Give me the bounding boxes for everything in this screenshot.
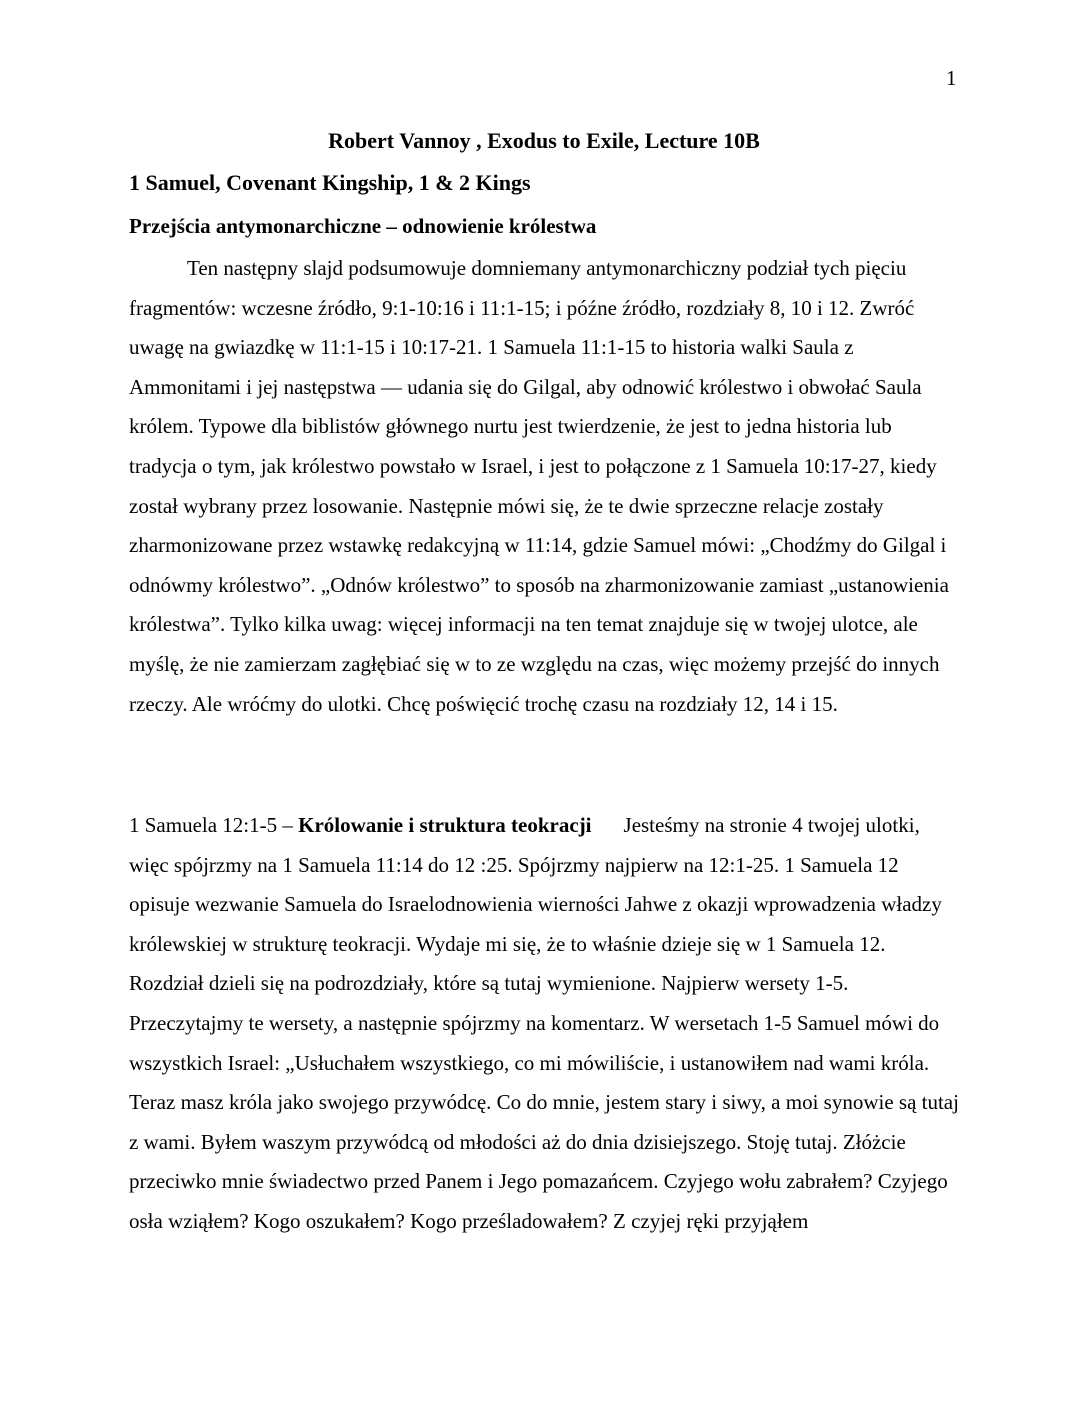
page-number: 1: [946, 66, 957, 90]
body-paragraph-1: Ten następny slajd podsumowuje domniemany antymonarchiczny podział tych pięciu fragmentów: wczesne źródło, 9:1-10:16 i 11:1-15; i późne źródło, rozdziały 8, 10 i 12. Zwróć uwagę na gwiazdkę w 11:1-15 i 10:17-21. 1 Samuela 11:1-15 to historia walki Saula z Ammonitami i jej następstwa — udania się do Gilgal, aby odnowić królestwo i obwołać Saula królem. Typowe dla biblistów głównego nurtu jest twierdzenie, że jest to jedna historia lub tradycja o tym, jak królestwo powstało w Israel, i jest to połączone z 1 Samuela 10:17-27, kiedy został wybrany przez losowanie. Następnie mówi się, że te dwie sprzeczne relacje zostały zharmonizowane przez wstawkę redakcyjną w 11:14, gdzie Samuel mówi: „Chodźmy do Gilgal i odnówmy królestwo”. „Odnów królestwo” to sposób na zharmonizowanie zamiast „ustanowienia królestwa”. Tylko kilka uwag: więcej informacji na ten temat znajduje się w twojej ulotce, ale myślę, że nie zamierzam zagłębiać się w to ze względu na czas, więc możemy przejść do innych rzeczy. Ale wróćmy do ulotki. Chcę poświęcić trochę czasu na rozdziały 12, 14 i 15.: [129, 256, 949, 716]
section-heading: Przejścia antymonarchiczne – odnowienie królestwa: [129, 214, 597, 238]
subsection-heading: Królowanie i struktura teokracji: [298, 813, 592, 837]
document-title: Robert Vannoy , Exodus to Exile, Lecture 10B: [328, 128, 760, 153]
scripture-reference: 1 Samuela 12:1-5 –: [129, 813, 299, 837]
document-subtitle: 1 Samuel, Covenant Kingship, 1 & 2 Kings: [129, 170, 531, 195]
body-paragraph-2: [129, 806, 963, 1242]
subsection-text: Jesteśmy na stronie 4 twojej ulotki, więc spójrzmy na 1 Samuela 11:14 do 12 :25. Spójrzmy najpierw na 12:1-25. 1 Samuela 12 opisuje wezwanie Samuela do Israelodnowienia wierności Jahwe z okazji wprowadzenia władzy królewskiej w strukturę teokracji. Wydaje mi się, że to właśnie dzieje się w 1 Samuela 12. Rozdział dzieli się na podrozdziały, które są tutaj wymienione. Najpierw wersety 1-5. Przeczytajmy te wersety, a następnie spójrzmy na komentarz. W wersetach 1-5 Samuel mówi do wszystkich Israel: „Usłuchałem wszystkiego, co mi mówiliście, i ustanowiłem nad wami króla. Teraz masz króla jako swojego przywódcę. Co do mnie, jestem stary i siwy, a moi synowie są tutaj z wami. Byłem waszym przywódcą od młodości aż do dnia dzisiejszego. Stoję tutaj. Złóżcie przeciwko mnie świadectwo przed Panem i Jego pomazańcem. Czyjego wołu zabrałem? Czyjego osła wziąłem? Kogo oszukałem? Kogo prześladowałem? Z czyjej ręki przyjąłem: [129, 813, 959, 1233]
